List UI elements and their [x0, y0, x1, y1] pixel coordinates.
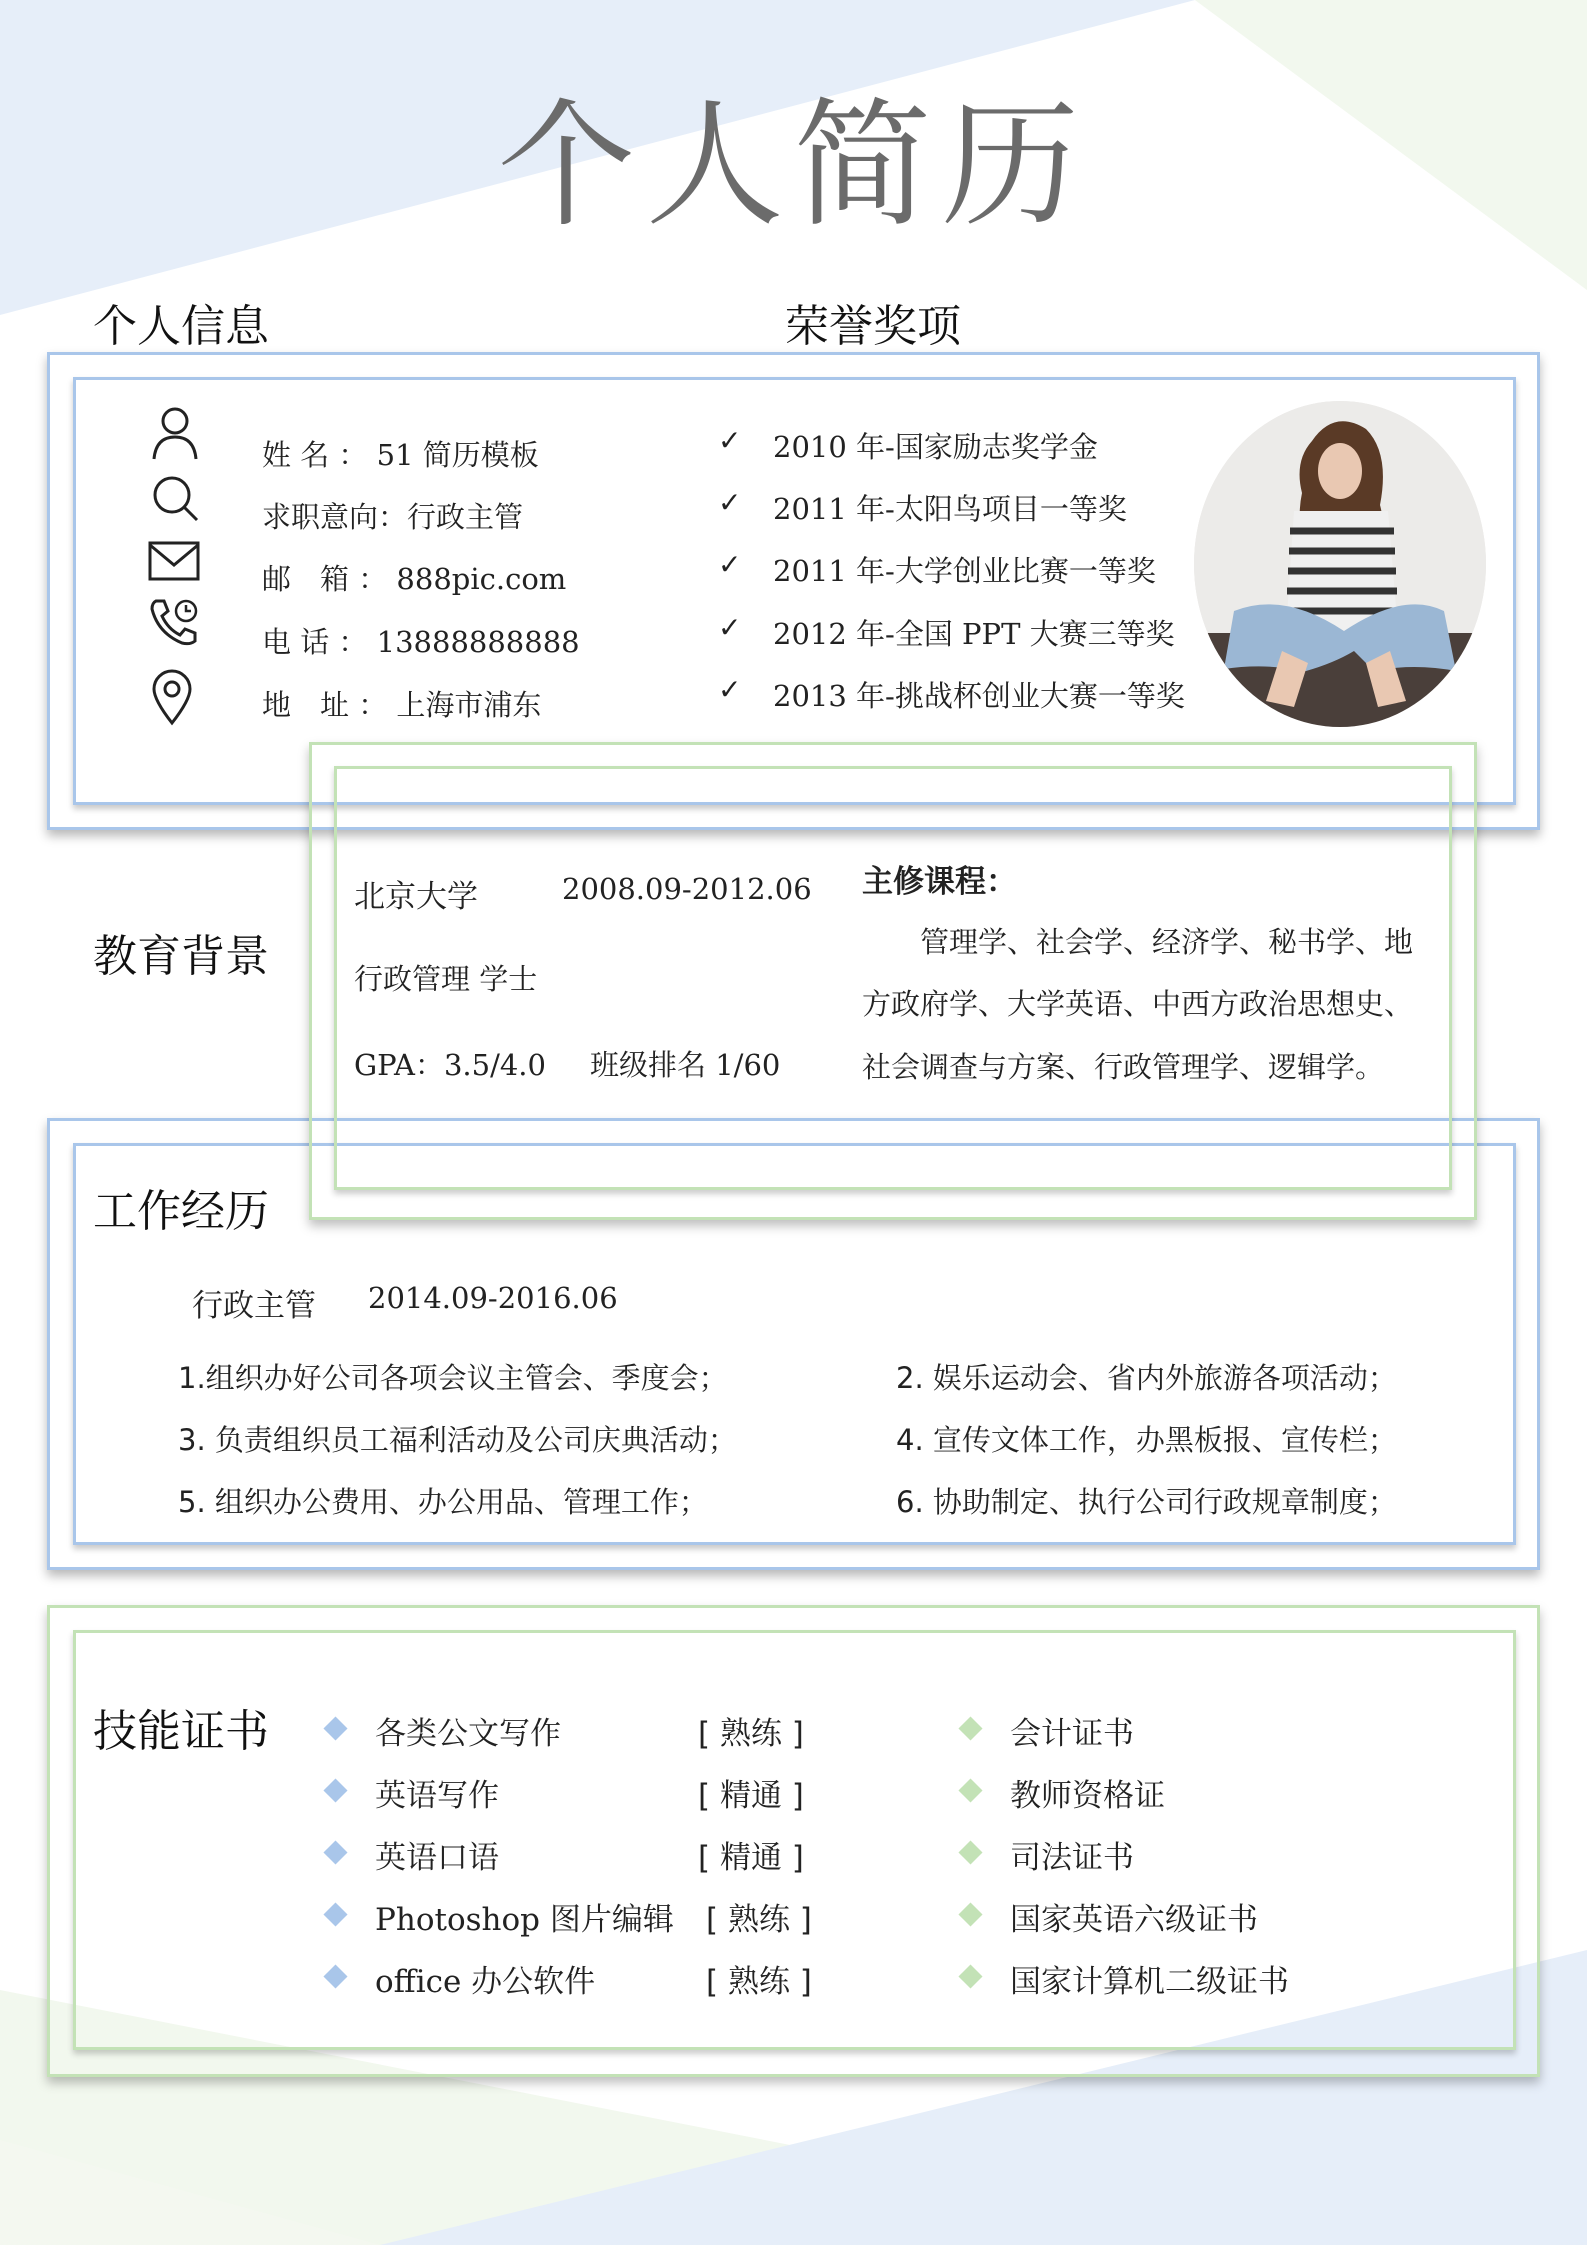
skill-level: [ 熟练 ] [698, 1716, 804, 1752]
certificate-item: 教师资格证 [1010, 1778, 1165, 1814]
section-title-honors: 荣誉奖项 [785, 301, 961, 352]
check-icon: ✓ [718, 486, 742, 519]
skill-level: [ 熟练 ] [706, 1902, 812, 1938]
work-duty: 1.组织办好公司各项会议主管会、季度会； [178, 1361, 728, 1395]
honor-item: 2011 年-大学创业比赛一等奖 [773, 554, 1156, 588]
honor-item: 2010 年-国家励志奖学金 [773, 430, 1098, 464]
certificate-item: 国家英语六级证书 [1010, 1902, 1258, 1938]
honor-item: 2012 年-全国 PPT 大赛三等奖 [773, 617, 1175, 651]
skill-name: 英语写作 [375, 1778, 499, 1814]
edu-courses-line: 管理学、社会学、经济学、秘书学、地 [920, 925, 1414, 959]
work-duty: 6. 协助制定、执行公司行政规章制度； [896, 1485, 1397, 1519]
check-icon: ✓ [718, 673, 742, 706]
person-icon [150, 405, 200, 461]
edu-rank: 班级排名 1/60 [590, 1048, 781, 1082]
section-title-work: 工作经历 [93, 1186, 269, 1237]
edu-courses-line: 方政府学、大学英语、中西方政治思想史、 [862, 987, 1414, 1021]
section-title-education: 教育背景 [93, 931, 269, 982]
phone-icon [148, 597, 202, 647]
edu-period: 2008.09-2012.06 [562, 872, 812, 906]
check-icon: ✓ [718, 611, 742, 644]
info-name: 姓 名 ： 51 简历模板 [262, 438, 539, 472]
work-duty: 5. 组织办公费用、办公用品、管理工作； [178, 1485, 708, 1519]
edu-school: 北京大学 [354, 879, 478, 915]
certificate-item: 司法证书 [1010, 1840, 1134, 1876]
info-email: 邮 箱 ： 888pic.com [262, 562, 567, 596]
avatar-photo [1194, 401, 1486, 727]
info-intent: 求职意向：行政主管 [262, 500, 524, 534]
edu-courses-line: 社会调查与方案、行政管理学、逻辑学。 [862, 1050, 1385, 1084]
skill-level: [ 精通 ] [698, 1840, 804, 1876]
search-icon [150, 473, 202, 525]
certificate-item: 国家计算机二级证书 [1010, 1964, 1289, 2000]
check-icon: ✓ [718, 424, 742, 457]
edu-courses-title: 主修课程： [862, 864, 1017, 900]
work-duty: 4. 宣传文体工作，办黑板报、宣传栏； [896, 1423, 1397, 1457]
edu-gpa: GPA：3.5/4.0 [354, 1048, 546, 1082]
certificate-item: 会计证书 [1010, 1716, 1134, 1752]
info-address: 地 址 ： 上海市浦东 [262, 688, 542, 722]
mail-icon [148, 541, 200, 581]
skill-name: 各类公文写作 [375, 1716, 561, 1752]
check-icon: ✓ [718, 548, 742, 581]
location-icon [150, 668, 194, 726]
work-duty: 2. 娱乐运动会、省内外旅游各项活动； [896, 1361, 1397, 1395]
skill-level: [ 熟练 ] [706, 1964, 812, 2000]
work-period: 2014.09-2016.06 [368, 1281, 618, 1315]
section-title-skills: 技能证书 [93, 1706, 269, 1757]
page-title: 个人简历 [497, 85, 1090, 246]
skill-level: [ 精通 ] [698, 1778, 804, 1814]
skill-name: Photoshop 图片编辑 [375, 1902, 674, 1938]
skill-name: office 办公软件 [375, 1964, 596, 2000]
work-position: 行政主管 [192, 1288, 316, 1324]
section-title-personal: 个人信息 [93, 301, 269, 352]
edu-degree: 行政管理 学士 [354, 962, 538, 996]
honor-item: 2013 年-挑战杯创业大赛一等奖 [773, 679, 1185, 713]
honor-item: 2011 年-太阳鸟项目一等奖 [773, 492, 1127, 526]
work-duty: 3. 负责组织员工福利活动及公司庆典活动； [178, 1423, 737, 1457]
skill-name: 英语口语 [375, 1840, 499, 1876]
info-phone: 电 话 ： 13888888888 [262, 625, 580, 659]
